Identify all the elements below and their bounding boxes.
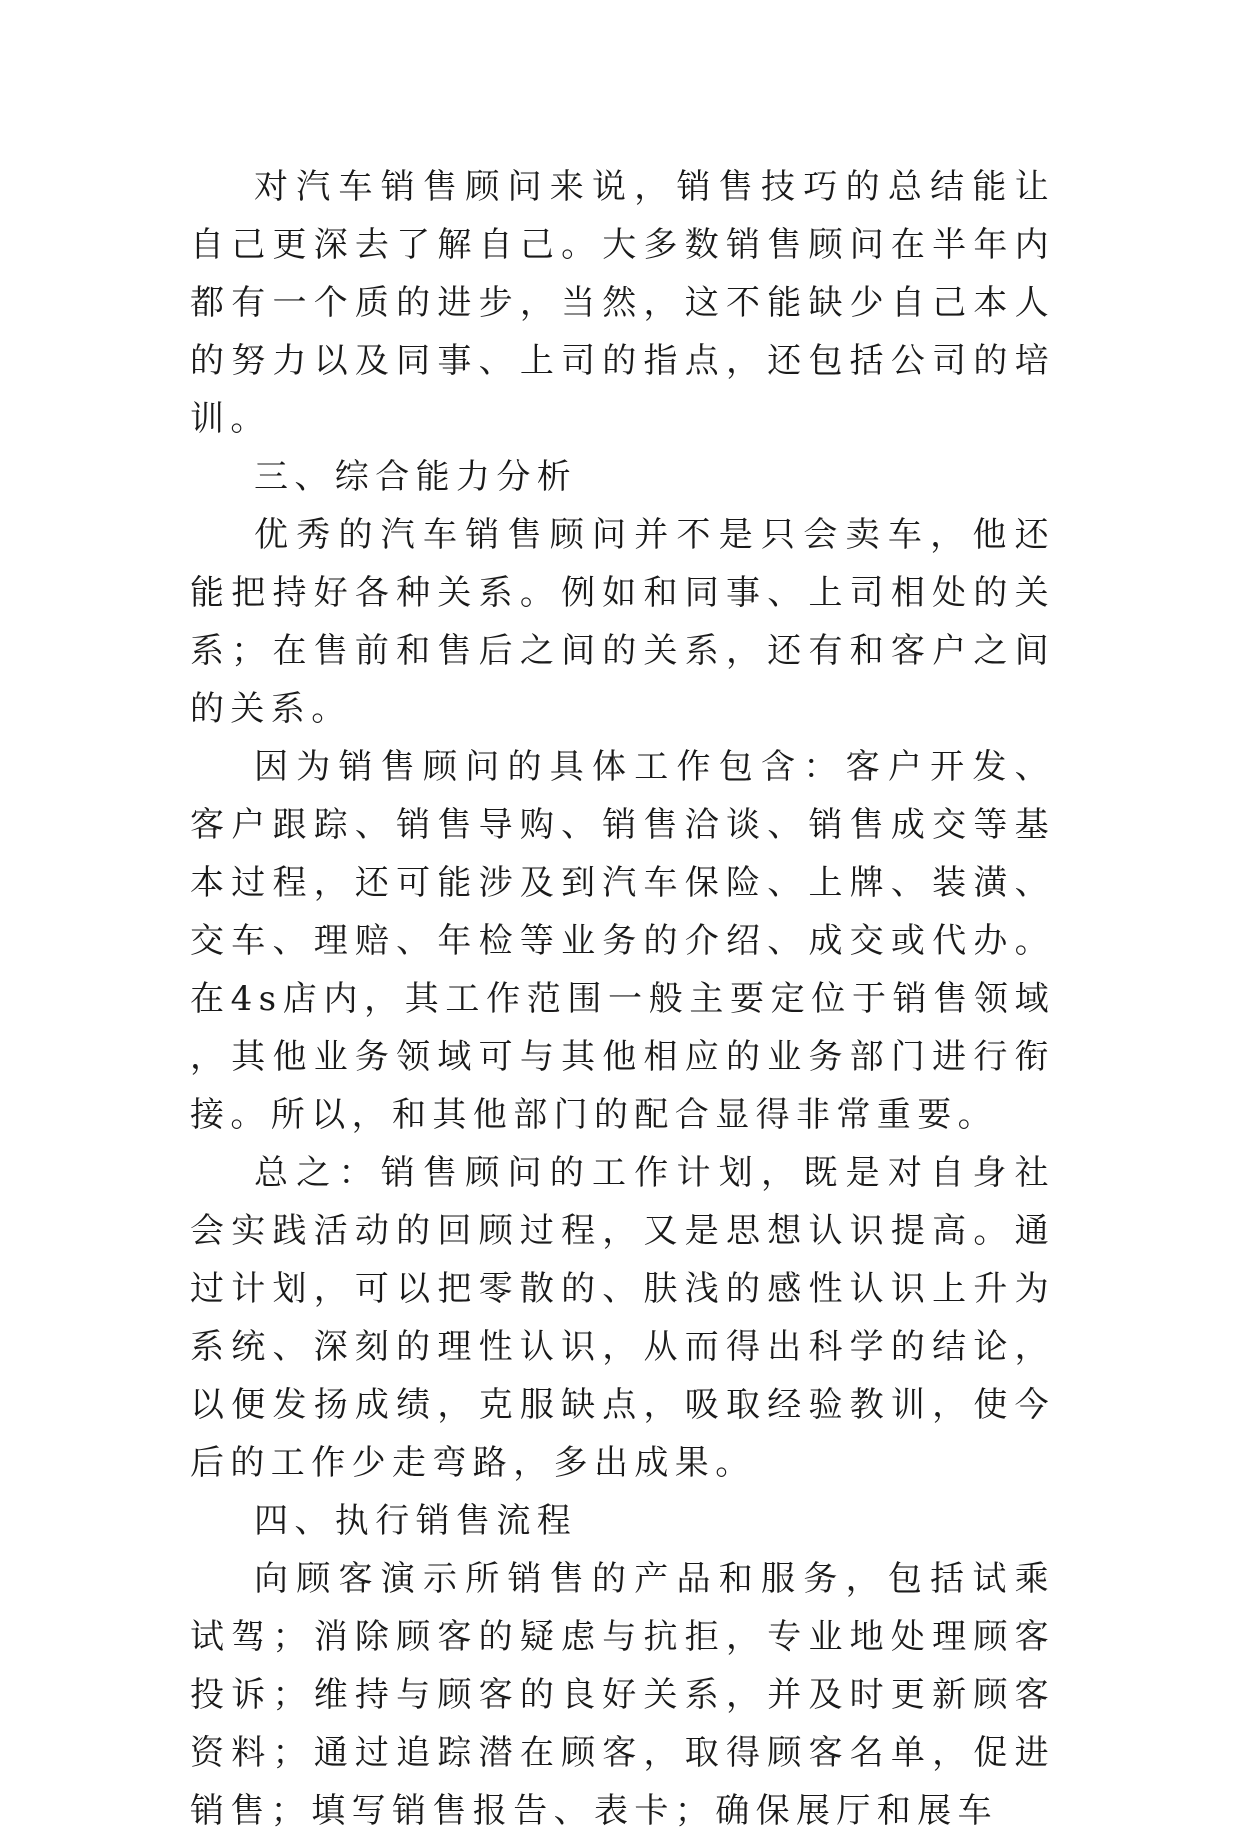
section-heading-4: 四、执行销售流程 [254, 1501, 578, 1541]
paragraph-conclusion: 总之：销售顾问的工作计划，既是对自身社会实践活动的回顾过程，又是思想认识提高。通过计划，可以把零散的、肤浅的感性认识上升为系统、深刻的理性认识，从而得出科学的结论，以便发扬成绩，克服缺点，吸取经验教训，使今后的工作少走弯路，多出成果。 [190, 1153, 1055, 1483]
paragraph-relationships: 优秀的汽车销售顾问并不是只会卖车，他还能把持好各种关系。例如和同事、上司相处的关系；在售前和售后之间的关系，还有和客户之间的关系。 [190, 515, 1055, 729]
paragraph-job-scope: 因为销售顾问的具体工作包含：客户开发、客户跟踪、销售导购、销售洽谈、销售成交等基本过程，还可能涉及到汽车保险、上牌、装潢、交车、理赔、年检等业务的介绍、成交或代办。在4s店内，其工作范围一般主要定位于销售领域，其他业务领域可与其他相应的业务部门进行衔接。所以，和其他部门的配合显得非常重要。 [190, 747, 1055, 1135]
paragraph-sales-process: 向顾客演示所销售的产品和服务，包括试乘试驾；消除顾客的疑虑与抗拒，专业地处理顾客投诉；维持与顾客的良好关系，并及时更新顾客资料；通过追踪潜在顾客，取得顾客名单，促进销售；填写销售报告、表卡；确保展厅和展车 [190, 1559, 1055, 1831]
document-body [190, 158, 1055, 1840]
section-heading-3: 三、综合能力分析 [254, 457, 578, 497]
paragraph-summary-skills: 对汽车销售顾问来说，销售技巧的总结能让自己更深去了解自己。大多数销售顾问在半年内都有一个质的进步，当然，这不能缺少自己本人的努力以及同事、上司的指点，还包括公司的培训。 [190, 167, 1055, 439]
